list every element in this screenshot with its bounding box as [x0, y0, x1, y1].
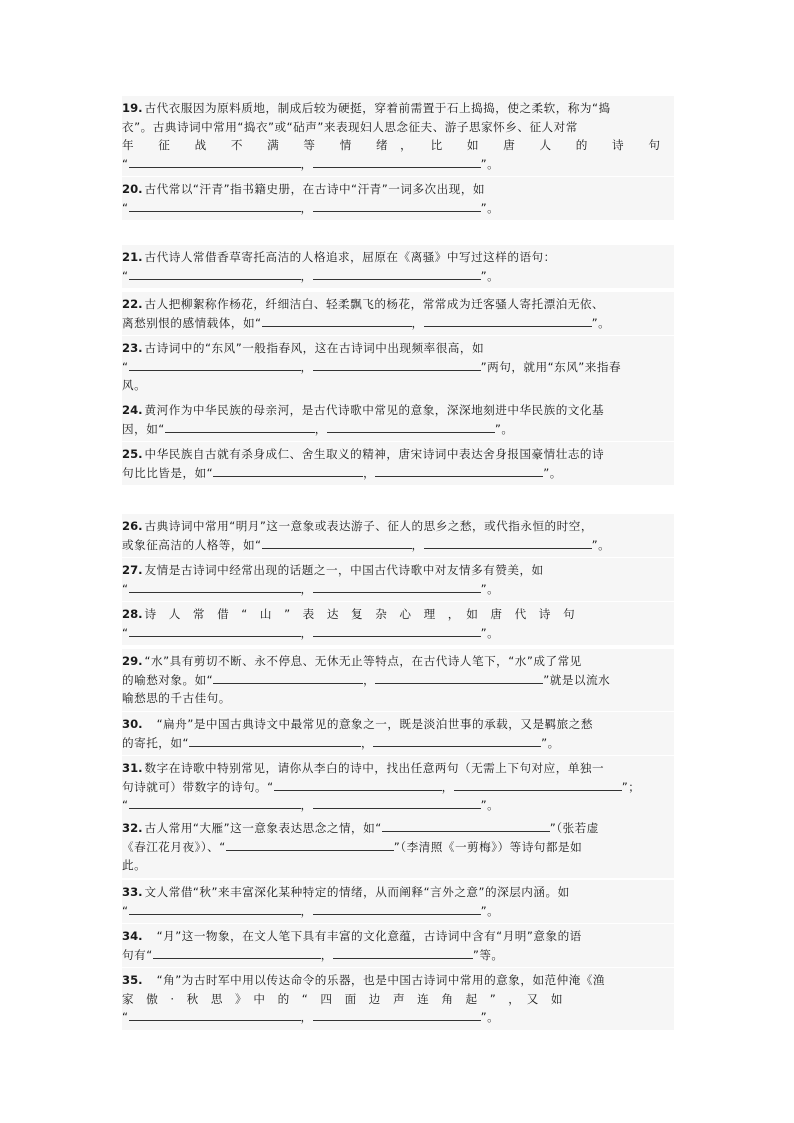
- answer-blank[interactable]: [129, 1008, 301, 1021]
- question-text: ”（李清照《一剪梅》）等诗句都是如: [393, 839, 583, 854]
- answer-blank[interactable]: [382, 819, 550, 832]
- close-quote: ”。: [480, 200, 500, 215]
- question-text: 古代诗人常借香草寄托高洁的人格追求，屈原在《离骚》中写过这样的语句：: [144, 250, 556, 264]
- answer-blank[interactable]: [313, 358, 481, 371]
- close-quote: ”。: [591, 537, 611, 552]
- question-text: 离愁别恨的感情载体，如“: [122, 315, 262, 330]
- answer-blank[interactable]: [333, 946, 473, 959]
- question-text: 诗 人 常 借 “ 山 ” 表 达 复 杂 心 理 ， 如 唐 代 诗 句: [144, 607, 576, 621]
- question-29: [122, 649, 674, 711]
- answer-blank[interactable]: [213, 464, 363, 477]
- question-22: [122, 292, 674, 335]
- close-quote: ”。: [480, 625, 500, 640]
- question-24: [122, 398, 674, 441]
- answer-blank[interactable]: [262, 314, 412, 327]
- question-number: 34.: [122, 929, 143, 943]
- answer-blank[interactable]: [213, 671, 363, 684]
- close-quote: ”。: [591, 315, 611, 330]
- close-quote: ”。: [494, 421, 514, 436]
- answer-blank[interactable]: [129, 580, 301, 593]
- question-number: 35.: [122, 973, 143, 987]
- question-text: 句有“: [122, 947, 153, 962]
- question-text: 家 傲 · 秋 思 》 中 的 “ 四 面 边 声 连 角 起 ” ， 又 如: [122, 991, 563, 1006]
- question-number: 29.: [122, 654, 143, 668]
- comma: ，: [300, 903, 313, 918]
- close-quote: ”。: [480, 581, 500, 596]
- question-text: 《春江花月夜》）、“: [122, 839, 226, 854]
- question-number: 26.: [122, 519, 143, 533]
- question-number: 24.: [122, 403, 143, 417]
- comma: ，: [300, 581, 313, 596]
- open-quote: “: [122, 903, 129, 918]
- answer-blank[interactable]: [313, 624, 481, 637]
- question-number: 21.: [122, 250, 143, 264]
- answer-blank[interactable]: [165, 420, 315, 433]
- question-text: 黄河作为中华民族的母亲河，是古代诗歌中常见的意象，深深地刻进中华民族的文化基: [144, 403, 605, 417]
- answer-blank[interactable]: [313, 902, 481, 915]
- answer-blank[interactable]: [313, 1008, 481, 1021]
- close-quote: ”。: [480, 798, 500, 812]
- question-text: 数字在诗歌中特别常见，请你从李白的诗中，找出任意两句（无需上下句对应，单独一: [144, 761, 605, 775]
- close-quote: ”。: [480, 1010, 500, 1024]
- answer-blank[interactable]: [129, 358, 301, 371]
- question-26: [122, 514, 674, 557]
- answer-blank[interactable]: [129, 624, 301, 637]
- question-text: 衣”。古典诗词中常用“捣衣”或“砧声”来表现妇人思念征夫、游子思家怀乡、征人对常: [122, 119, 578, 134]
- answer-blank[interactable]: [226, 838, 394, 851]
- comma: ，: [300, 625, 313, 640]
- comma: ，: [300, 156, 313, 171]
- close-quote: ”就是以流水: [543, 672, 611, 687]
- question-number: 32.: [122, 821, 143, 835]
- question-text: ”（张若虚: [549, 821, 599, 835]
- open-quote: “: [122, 581, 129, 596]
- question-32: [122, 816, 674, 878]
- question-text: 或象征高洁的人格等，如“: [122, 537, 262, 552]
- comma: ，: [300, 798, 313, 812]
- answer-blank[interactable]: [424, 536, 592, 549]
- question-text: “水”具有剪切不断、永不停息、无休无止等特点，在古代诗人笔下，“水”成了常见: [144, 654, 582, 668]
- question-text: 的寄托，如“: [122, 735, 189, 750]
- close-quote: ”。: [480, 156, 500, 171]
- comma: ，: [300, 200, 313, 215]
- close-quote: ”等。: [472, 947, 504, 962]
- question-number: 28.: [122, 607, 143, 621]
- question-text: 因，如“: [122, 421, 165, 436]
- open-quote: “: [122, 1010, 129, 1024]
- comma: ，: [363, 465, 376, 480]
- close-quote: ”。: [480, 903, 500, 918]
- question-19: [122, 96, 674, 176]
- question-text: “月”这一物象，在文人笔下具有丰富的文化意蕴，古诗词中含有“月明”意象的语: [144, 929, 582, 943]
- question-text: “角”为古时军中用以传达命令的乐器，也是中国古诗词中常用的意象，如范仲淹《渔: [144, 973, 606, 987]
- answer-blank[interactable]: [129, 796, 301, 809]
- question-number: 25.: [122, 447, 143, 461]
- question-text: 文人常借“秋”来丰富深化某种特定的情绪，从而阐释“言外之意”的深层内涵。如: [144, 885, 570, 899]
- answer-blank[interactable]: [274, 778, 442, 791]
- answer-blank[interactable]: [313, 796, 481, 809]
- answer-blank[interactable]: [313, 267, 481, 280]
- question-text: 的喻愁对象。如“: [122, 672, 214, 687]
- question-31: [122, 756, 674, 818]
- comma: ，: [300, 359, 313, 374]
- question-text: 年 征 战 不 满 等 情 绪 ， 比 如 唐 人 的 诗 句: [122, 138, 661, 152]
- open-quote: “: [122, 625, 129, 640]
- comma: ，: [320, 947, 333, 962]
- comma: ，: [441, 779, 454, 794]
- close-quote: ”。: [480, 268, 500, 283]
- question-35: [122, 968, 674, 1030]
- question-23: [122, 336, 674, 398]
- answer-blank[interactable]: [313, 199, 481, 212]
- question-text: “扁舟”是中国古典诗文中最常见的意象之一，既是淡泊世事的承载，又是羁旅之愁: [144, 717, 593, 731]
- question-text: 古人把柳絮称作杨花，纤细洁白、轻柔飘飞的杨花，常常成为迁客骚人寄托漂泊无依、: [144, 297, 605, 311]
- question-text: 此。: [122, 858, 147, 872]
- open-quote: “: [122, 798, 129, 812]
- question-number: 20.: [122, 182, 143, 196]
- question-text: 喻愁思的千古佳句。: [122, 691, 231, 705]
- question-text: 古人常用“大雁”这一意象表达思念之情，如“: [144, 821, 382, 835]
- question-number: 31.: [122, 761, 143, 775]
- question-number: 30.: [122, 717, 143, 731]
- question-text: 古诗词中的“东风”一般指春风，这在古诗词中出现频率很高，如: [144, 341, 485, 355]
- question-number: 23.: [122, 341, 143, 355]
- answer-blank[interactable]: [375, 671, 543, 684]
- comma: ，: [360, 735, 374, 750]
- comma: ，: [363, 672, 376, 687]
- answer-blank[interactable]: [129, 902, 301, 915]
- question-34: [122, 924, 674, 967]
- question-28: [122, 602, 674, 645]
- answer-blank[interactable]: [313, 155, 481, 168]
- answer-blank[interactable]: [129, 267, 301, 280]
- comma: ，: [411, 537, 424, 552]
- answer-blank[interactable]: [129, 199, 301, 212]
- question-number: 27.: [122, 563, 143, 577]
- open-quote: “: [122, 156, 129, 171]
- close-quote: ”；: [621, 779, 641, 794]
- answer-blank[interactable]: [153, 946, 321, 959]
- question-text: 句比比皆是，如“: [122, 465, 214, 480]
- question-text: 古代常以“汗青”指书籍史册，在古诗中“汗青”一词多次出现，如: [144, 182, 486, 196]
- answer-blank[interactable]: [373, 734, 541, 747]
- answer-blank[interactable]: [327, 420, 495, 433]
- answer-blank[interactable]: [262, 536, 412, 549]
- question-20: [122, 177, 674, 220]
- question-33: [122, 880, 674, 923]
- answer-blank[interactable]: [129, 155, 301, 168]
- question-21: [122, 245, 674, 288]
- open-quote: “: [122, 200, 129, 215]
- open-quote: “: [122, 268, 129, 283]
- question-number: 19.: [122, 101, 143, 115]
- open-quote: “: [122, 359, 129, 374]
- question-text: 友情是古诗词中经常出现的话题之一，中国古代诗歌中对友情多有赞美，如: [144, 563, 544, 577]
- question-text: 句诗就可）带数字的诗句。“: [122, 779, 274, 794]
- question-text: 古典诗词中常用“明月”这一意象或表达游子、征人的思乡之愁，或代指永恒的时空，: [144, 519, 593, 533]
- question-text: 风。: [122, 378, 147, 392]
- answer-blank[interactable]: [454, 778, 622, 791]
- question-25: [122, 442, 674, 485]
- question-27: [122, 558, 674, 601]
- question-text: 中华民族自古就有杀身成仁、舍生取义的精神，唐宋诗词中表达舍身报国豪情壮志的诗: [144, 447, 605, 461]
- close-quote: ”。: [541, 735, 560, 750]
- close-quote: ”。: [543, 465, 562, 480]
- answer-blank[interactable]: [313, 580, 481, 593]
- question-number: 33.: [122, 885, 143, 899]
- comma: ，: [411, 315, 424, 330]
- answer-blank[interactable]: [189, 734, 361, 747]
- comma: ，: [300, 1010, 313, 1024]
- comma: ，: [300, 268, 313, 283]
- question-30: [122, 712, 674, 755]
- question-text: 古代衣服因为原料质地，制成后较为硬挺，穿着前需置于石上捣捣，使之柔软，称为“捣: [144, 101, 611, 115]
- comma: ，: [314, 421, 327, 436]
- answer-blank[interactable]: [375, 464, 543, 477]
- answer-blank[interactable]: [424, 314, 592, 327]
- close-quote: ”两句，就用“东风”来指春: [480, 359, 622, 374]
- question-number: 22.: [122, 297, 143, 311]
